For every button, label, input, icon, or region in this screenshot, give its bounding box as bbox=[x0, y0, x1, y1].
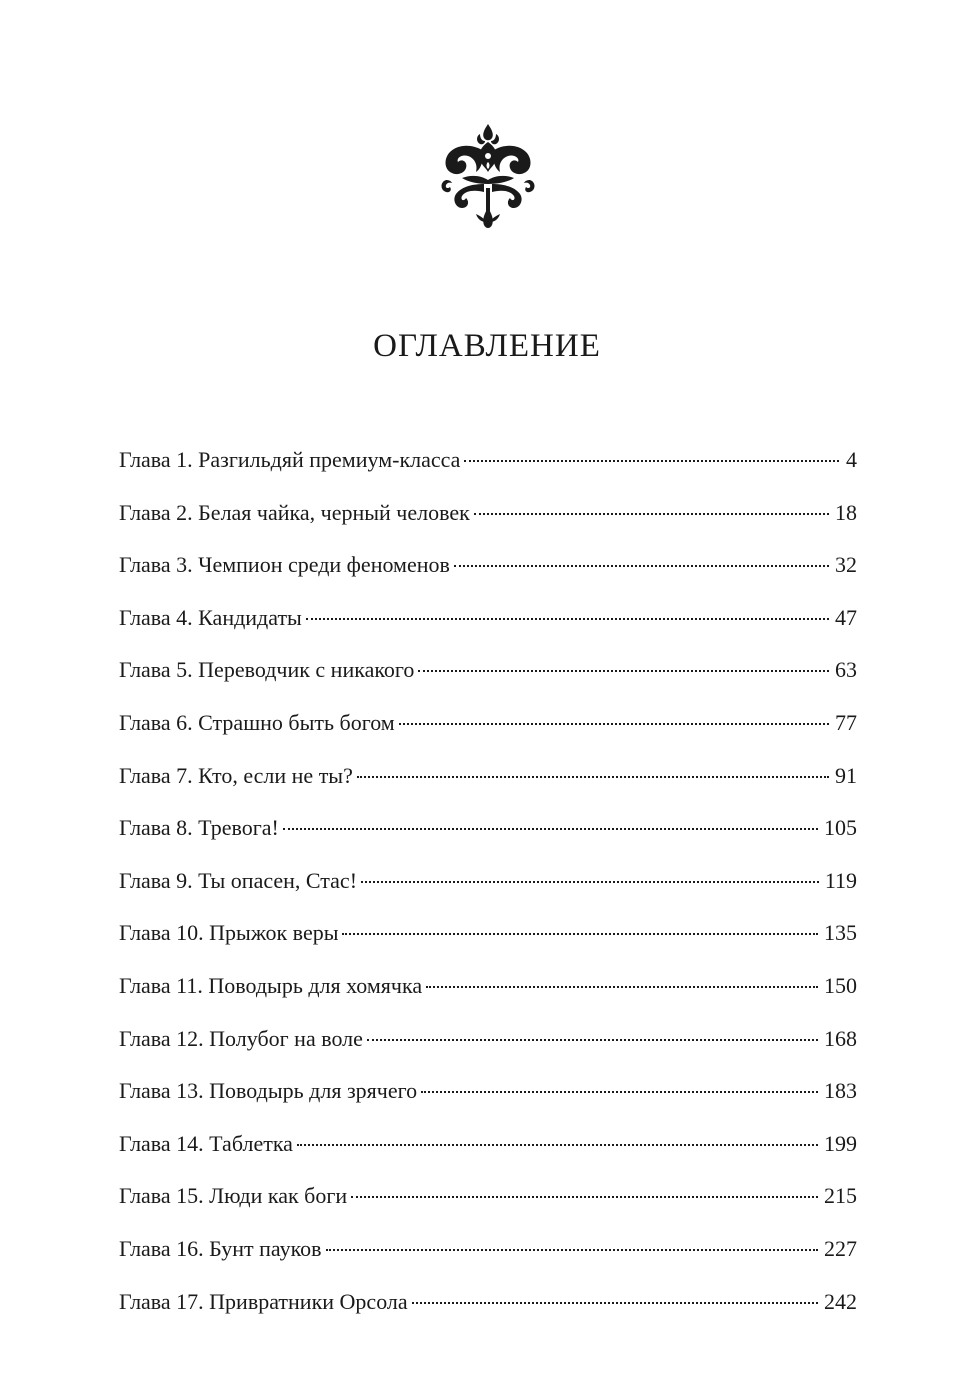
page-title: ОГЛАВЛЕНИЕ bbox=[373, 328, 601, 364]
toc-entry-title: Глава 2. Белая чайка, черный человек bbox=[119, 499, 470, 525]
toc-entry-page-number: 183 bbox=[824, 1078, 857, 1104]
toc-entry-title: Глава 8. Тревога! bbox=[119, 815, 279, 841]
toc-entry-title: Глава 5. Переводчик с никакого bbox=[119, 657, 415, 683]
dot-leader bbox=[412, 1302, 818, 1304]
toc-entry-title: Глава 7. Кто, если не ты? bbox=[119, 762, 353, 788]
toc-entry-page-number: 168 bbox=[824, 1025, 857, 1051]
toc-entry-page-number: 32 bbox=[835, 552, 857, 578]
dot-leader bbox=[283, 828, 818, 830]
toc-entry[interactable] bbox=[119, 598, 857, 651]
toc-entry-page-number: 119 bbox=[824, 867, 857, 893]
floral-vignette-icon bbox=[432, 122, 544, 234]
toc-entry-title: Глава 13. Поводырь для зрячего bbox=[119, 1078, 418, 1104]
toc-entry-title: Глава 3. Чемпион среди феноменов bbox=[119, 552, 450, 578]
toc-entry-title: Глава 9. Ты опасен, Стас! bbox=[119, 867, 358, 893]
dot-leader bbox=[421, 1091, 818, 1093]
toc-entry-page-number: 4 bbox=[846, 447, 857, 472]
dot-leader bbox=[297, 1144, 818, 1146]
dot-leader bbox=[306, 618, 829, 620]
toc-entry[interactable] bbox=[119, 808, 857, 861]
dot-leader bbox=[342, 933, 818, 935]
toc-entry-title: Глава 4. Кандидаты bbox=[119, 604, 302, 630]
toc-entry-title: Глава 16. Бунт пауков bbox=[119, 1235, 322, 1261]
dot-leader bbox=[399, 723, 829, 725]
toc-entry[interactable] bbox=[119, 1229, 857, 1282]
dot-leader bbox=[418, 670, 829, 672]
toc-entry-page-number: 105 bbox=[824, 815, 857, 841]
toc-entry[interactable] bbox=[119, 1071, 857, 1124]
toc-entry[interactable] bbox=[119, 966, 857, 1019]
toc-entry[interactable] bbox=[119, 440, 857, 493]
toc-entry[interactable] bbox=[119, 1124, 857, 1177]
toc-entry[interactable] bbox=[119, 1019, 857, 1072]
dot-leader bbox=[426, 986, 818, 988]
toc-entry-title: Глава 6. Страшно быть богом bbox=[119, 709, 395, 735]
toc-entry[interactable] bbox=[119, 756, 857, 809]
toc-entry-page-number: 215 bbox=[824, 1183, 857, 1209]
toc-entry-page-number: 18 bbox=[835, 499, 857, 525]
dot-leader bbox=[367, 1039, 818, 1041]
dot-leader bbox=[454, 565, 829, 567]
toc-entry[interactable] bbox=[119, 1176, 857, 1229]
dot-leader bbox=[326, 1249, 818, 1251]
toc-entry[interactable] bbox=[119, 545, 857, 598]
toc-entry[interactable] bbox=[119, 650, 857, 703]
toc-entry-title: Глава 12. Полубог на воле bbox=[119, 1025, 363, 1051]
toc-entry-title: Глава 15. Люди как боги bbox=[119, 1183, 348, 1209]
toc-entry-page-number: 77 bbox=[835, 709, 857, 735]
toc-entry-page-number: 199 bbox=[824, 1130, 857, 1156]
toc-entry-page-number: 227 bbox=[824, 1235, 857, 1261]
dot-leader bbox=[464, 460, 839, 462]
toc-entry-page-number: 91 bbox=[835, 762, 857, 788]
dot-leader bbox=[361, 881, 819, 883]
toc-entry-title: Глава 10. Прыжок веры bbox=[119, 920, 339, 946]
table-of-contents bbox=[119, 440, 857, 1334]
toc-entry-page-number: 150 bbox=[824, 972, 857, 998]
toc-entry[interactable] bbox=[119, 493, 857, 546]
toc-entry-title: Глава 1. Разгильдяй премиум-класса bbox=[119, 447, 461, 472]
dot-leader bbox=[357, 776, 829, 778]
toc-entry-title: Глава 17. Привратники Орсола bbox=[119, 1288, 408, 1314]
toc-entry-title: Глава 11. Поводырь для хомячка bbox=[119, 972, 423, 998]
toc-entry[interactable] bbox=[119, 1282, 857, 1335]
dot-leader bbox=[474, 513, 829, 515]
toc-entry[interactable] bbox=[119, 703, 857, 756]
toc-entry-page-number: 63 bbox=[835, 657, 857, 683]
toc-entry[interactable] bbox=[119, 913, 857, 966]
toc-entry-title: Глава 14. Таблетка bbox=[119, 1130, 293, 1156]
toc-entry-page-number: 242 bbox=[824, 1288, 857, 1314]
toc-entry[interactable] bbox=[119, 861, 857, 914]
toc-entry-page-number: 47 bbox=[835, 604, 857, 630]
dot-leader bbox=[351, 1196, 818, 1198]
toc-entry-page-number: 135 bbox=[824, 920, 857, 946]
